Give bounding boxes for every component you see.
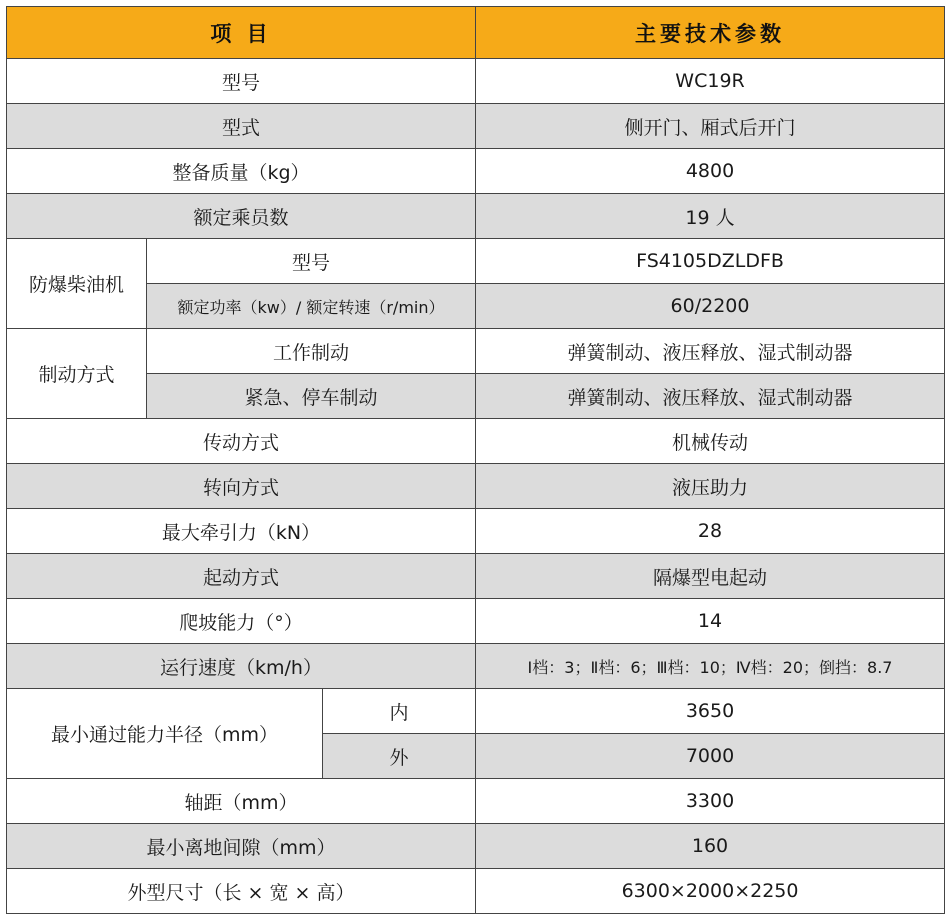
row-value: 160 [476, 824, 945, 869]
row-label: 最大牵引力（kN） [7, 509, 476, 554]
table-row [7, 149, 945, 194]
spec-table [6, 6, 945, 914]
table-row [7, 824, 945, 869]
table-row [7, 509, 945, 554]
row-label: 运行速度（km/h） [7, 644, 476, 689]
row-value: Ⅰ档：3；Ⅱ档：6；Ⅲ档：10；Ⅳ档：20；倒挡：8.7 [476, 644, 945, 689]
table-row [7, 59, 945, 104]
row-label: 额定功率（kw）/ 额定转速（r/min） [147, 284, 476, 329]
row-label: 轴距（mm） [7, 779, 476, 824]
table-row [7, 104, 945, 149]
row-label: 最小离地间隙（mm） [7, 824, 476, 869]
row-value: 弹簧制动、液压释放、湿式制动器 [476, 329, 945, 374]
row-label: 型式 [7, 104, 476, 149]
table-row [7, 329, 945, 374]
table-row [7, 239, 945, 284]
table-row [7, 194, 945, 239]
row-label: 型号 [7, 59, 476, 104]
row-label: 工作制动 [147, 329, 476, 374]
table-row [7, 779, 945, 824]
row-value: 4800 [476, 149, 945, 194]
row-value: 3300 [476, 779, 945, 824]
row-label: 起动方式 [7, 554, 476, 599]
row-value: 60/2200 [476, 284, 945, 329]
group-label-turning: 最小通过能力半径（mm） [7, 689, 323, 779]
row-label: 外型尺寸（长 × 宽 × 高） [7, 869, 476, 914]
table-row [7, 284, 945, 329]
row-label: 转向方式 [7, 464, 476, 509]
table-row [7, 869, 945, 914]
row-label: 紧急、停车制动 [147, 374, 476, 419]
table-header-row [7, 7, 945, 59]
table-row [7, 464, 945, 509]
row-value: 14 [476, 599, 945, 644]
row-value: WC19R [476, 59, 945, 104]
row-label: 传动方式 [7, 419, 476, 464]
row-value: 隔爆型电起动 [476, 554, 945, 599]
row-label: 型号 [147, 239, 476, 284]
table-row [7, 689, 945, 734]
table-row [7, 644, 945, 689]
group-label-engine: 防爆柴油机 [7, 239, 147, 329]
spec-table-container [6, 6, 945, 914]
group-label-brake: 制动方式 [7, 329, 147, 419]
row-label: 内 [323, 689, 476, 734]
table-row [7, 374, 945, 419]
row-label: 外 [323, 734, 476, 779]
row-value: 侧开门、厢式后开门 [476, 104, 945, 149]
row-value: 3650 [476, 689, 945, 734]
row-value: FS4105DZLDFB [476, 239, 945, 284]
row-value: 7000 [476, 734, 945, 779]
row-label: 爬坡能力（°） [7, 599, 476, 644]
row-value: 6300×2000×2250 [476, 869, 945, 914]
row-value: 机械传动 [476, 419, 945, 464]
row-label: 额定乘员数 [7, 194, 476, 239]
header-params: 主要技术参数 [476, 7, 945, 59]
table-row [7, 599, 945, 644]
row-value: 28 [476, 509, 945, 554]
header-item: 项 目 [7, 7, 476, 59]
row-label: 整备质量（kg） [7, 149, 476, 194]
table-row [7, 419, 945, 464]
row-value: 弹簧制动、液压释放、湿式制动器 [476, 374, 945, 419]
row-value: 19 人 [476, 194, 945, 239]
row-value: 液压助力 [476, 464, 945, 509]
table-row [7, 554, 945, 599]
